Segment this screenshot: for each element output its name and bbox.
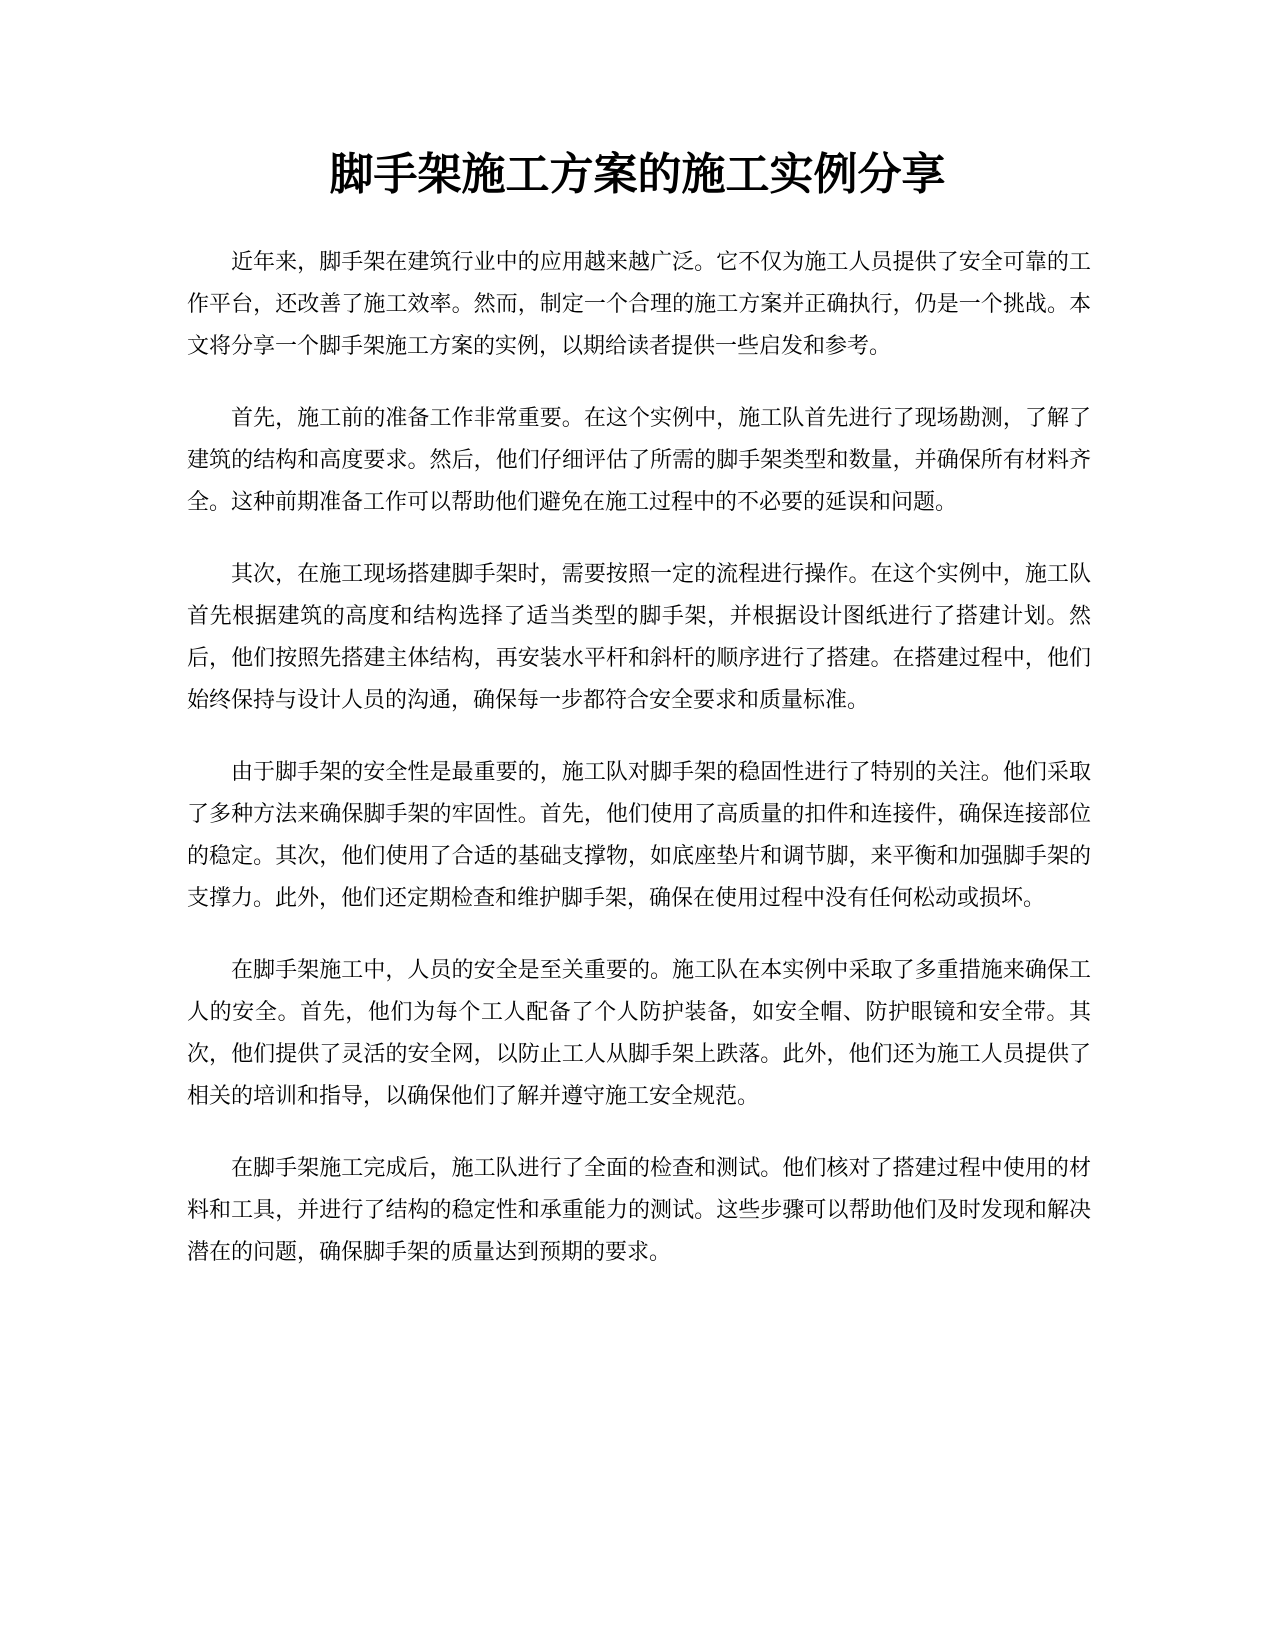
paragraph-construction-process: 其次，在施工现场搭建脚手架时，需要按照一定的流程进行操作。在这个实例中，施工队首先根据建筑的高度和结构选择了适当类型的脚手架，并根据设计图纸进行了搭建计划。然后，他们按照先搭建主体结构，再安装水平杆和斜杆的顺序进行了搭建。在搭建过程中，他们始终保持与设计人员的沟通，确保每一步都符合安全要求和质量标准。 <box>187 562 1091 713</box>
document-body <box>187 242 1091 1304</box>
paragraph-preparation: 首先，施工前的准备工作非常重要。在这个实例中，施工队首先进行了现场勘测，了解了建筑的结构和高度要求。然后，他们仔细评估了所需的脚手架类型和数量，并确保所有材料齐全。这种前期准备工作可以帮助他们避免在施工过程中的不必要的延误和问题。 <box>187 406 1091 515</box>
paragraph-inspection: 在脚手架施工完成后，施工队进行了全面的检查和测试。他们核对了搭建过程中使用的材料和工具，并进行了结构的稳定性和承重能力的测试。这些步骤可以帮助他们及时发现和解决潜在的问题，确保脚手架的质量达到预期的要求。 <box>187 1156 1091 1265</box>
paragraph-stability: 由于脚手架的安全性是最重要的，施工队对脚手架的稳固性进行了特别的关注。他们采取了多种方法来确保脚手架的牢固性。首先，他们使用了高质量的扣件和连接件，确保连接部位的稳定。其次，他们使用了合适的基础支撑物，如底座垫片和调节脚，来平衡和加强脚手架的支撑力。此外，他们还定期检查和维护脚手架，确保在使用过程中没有任何松动或损坏。 <box>187 760 1091 911</box>
paragraph-intro: 近年来，脚手架在建筑行业中的应用越来越广泛。它不仅为施工人员提供了安全可靠的工作平台，还改善了施工效率。然而，制定一个合理的施工方案并正确执行，仍是一个挑战。本文将分享一个脚手架施工方案的实例，以期给读者提供一些启发和参考。 <box>187 250 1091 359</box>
paragraph-worker-safety: 在脚手架施工中，人员的安全是至关重要的。施工队在本实例中采取了多重措施来确保工人的安全。首先，他们为每个工人配备了个人防护装备，如安全帽、防护眼镜和安全带。其次，他们提供了灵活的安全网，以防止工人从脚手架上跌落。此外，他们还为施工人员提供了相关的培训和指导，以确保他们了解并遵守施工安全规范。 <box>187 958 1091 1109</box>
page-title: 脚手架施工方案的施工实例分享 <box>329 149 946 200</box>
